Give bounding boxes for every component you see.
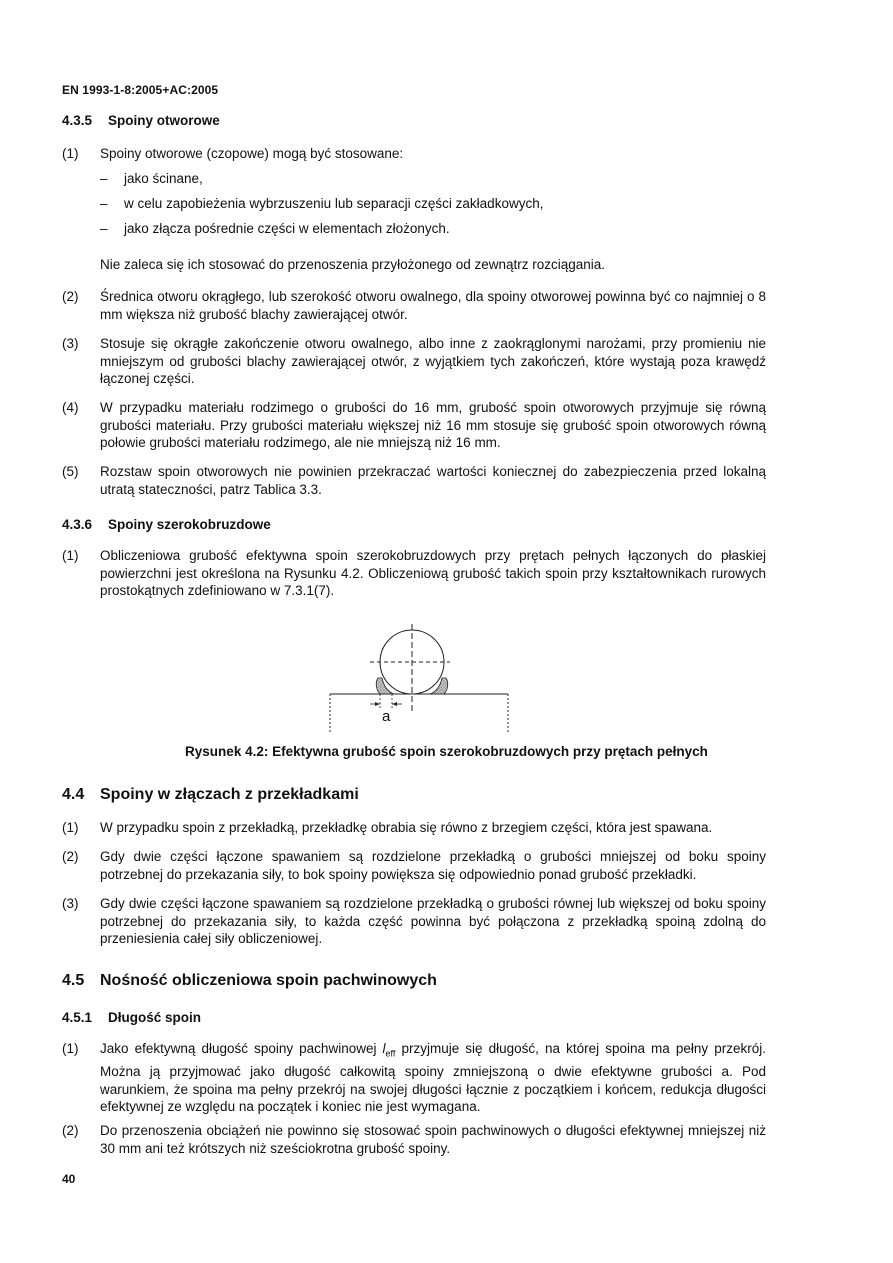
- paragraph-text: Stosuje się okrągłe zakończenie otworu owalnego, albo inne z zaokrąglonymi narożami, przy promieniu nie mniejszym od grubości blachy zawierającej otwór, z wyjątkiem tych zakończeń, które wystają poza krawędź łączonej części.: [100, 336, 766, 386]
- paragraph-number: (2): [62, 1123, 79, 1138]
- paragraph-4-4-2: [62, 848, 766, 883]
- paragraph-text: Do przenoszenia obciążeń nie powinno się stosować spoin pachwinowych o długości efektywnej mniejszej niż 30 mm ani też krótszych niż sześciokrotna grubość spoiny.: [100, 1123, 766, 1156]
- figure-caption: Rysunek 4.2: Efektywna grubość spoin szerokobruzdowych przy prętach pełnych: [185, 744, 708, 759]
- dimension-arrow-right: [392, 702, 397, 706]
- dimension-label-a: a: [382, 708, 391, 725]
- paragraph-number: (1): [62, 548, 79, 563]
- running-head: EN 1993-1-8:2005+AC:2005: [62, 83, 219, 97]
- paragraph-number: (3): [62, 896, 79, 911]
- paragraph-number: (3): [62, 336, 79, 351]
- paragraph-note: Nie zaleca się ich stosować do przenoszenia przyłożonego od zewnątrz rozciągania.: [100, 257, 606, 272]
- section-heading-4-5: [62, 972, 437, 990]
- paragraph-text: [100, 1040, 766, 1116]
- paragraph-number: (2): [62, 849, 79, 864]
- section-heading-4-4: [62, 786, 359, 804]
- paragraph-text: Spoiny otworowe (czopowe) mogą być stosowane:: [100, 146, 404, 161]
- paragraph-4-5-1-2: [62, 1122, 766, 1157]
- symbol-subscript: eff: [385, 1048, 396, 1059]
- paragraph-4-4-1: [62, 819, 766, 837]
- list-item-text: jako złącza pośrednie części w elementach złożonych.: [124, 221, 450, 236]
- section-heading-4-5-1: [62, 1010, 201, 1025]
- page-number: 40: [62, 1172, 76, 1186]
- symbol-l: l: [382, 1041, 386, 1056]
- section-number: 4.5: [62, 972, 85, 989]
- section-title: Spoiny w złączach z przekładkami: [100, 786, 359, 803]
- paragraph-number: (5): [62, 464, 79, 479]
- section-title: Nośność obliczeniowa spoin pachwinowych: [100, 972, 437, 989]
- paragraph-text: Obliczeniowa grubość efektywna spoin szerokobruzdowych przy prętach pełnych łączonych do płaskiej powierzchni jest określona na Rysunku 4.2. Obliczeniową grubość takich spoin przy kształtownikach rurowych prostokątnych zdefiniowano w 7.3.1(7).: [100, 548, 766, 598]
- list-item: [100, 220, 450, 238]
- paragraph-number: (1): [62, 1041, 79, 1056]
- section-number: 4.4: [62, 786, 85, 803]
- dimension-arrow-left: [375, 702, 380, 706]
- paragraph-text: Rozstaw spoin otworowych nie powinien przekraczać wartości koniecznej do zabezpieczenia przed lokalną utratą stateczności, patrz Tablica 3.3.: [100, 464, 766, 497]
- paragraph-text: Gdy dwie części łączone spawaniem są rozdzielone przekładką o grubości równej lub większej od boku spoiny potrzebnej do przekazania siły, to każda część powinna być połączona z przekładką spoiną zdolną do przeniesienia całej siły obliczeniowej.: [100, 896, 766, 946]
- section-number: 4.3.6: [62, 517, 93, 532]
- paragraph-4-3-5-2: [62, 288, 766, 323]
- text-run: Jako efektywną długość spoiny pachwinowej: [100, 1041, 383, 1056]
- paragraph-4-3-5-4: [62, 399, 766, 452]
- paragraph-text: W przypadku spoin z przekładką, przekładkę obrabia się równo z brzegiem części, która jest spawana.: [100, 820, 713, 835]
- paragraph-4-3-6-1: [62, 547, 766, 600]
- paragraph-number: (1): [62, 820, 79, 835]
- figure-4-2: [326, 620, 516, 738]
- list-item: [100, 195, 543, 213]
- section-number: 4.3.5: [62, 113, 93, 128]
- paragraph-number: (1): [62, 146, 79, 161]
- bullet-dash: –: [100, 196, 108, 211]
- paragraph-text: Gdy dwie części łączone spawaniem są rozdzielone przekładką o grubości mniejszej od boku spoiny potrzebnej do przekazania siły, to bok spoiny powiększa się odpowiednio ponad grubość przekładki.: [100, 849, 766, 882]
- paragraph-4-3-5-5: [62, 463, 766, 498]
- paragraph-4-4-3: [62, 895, 766, 948]
- bullet-dash: –: [100, 171, 108, 186]
- paragraph-4-3-5-3: [62, 335, 766, 388]
- paragraph-4-5-1-1: [62, 1040, 766, 1116]
- bullet-dash: –: [100, 221, 108, 236]
- paragraph-text: Średnica otworu okrągłego, lub szerokość otworu owalnego, dla spoiny otworowej powinna być co najmniej o 8 mm większa niż grubość blachy zawierającej otwór.: [100, 289, 766, 322]
- section-heading-4-3-6: [62, 517, 271, 532]
- paragraph-text: W przypadku materiału rodzimego o grubości do 16 mm, grubość spoin otworowych przyjmuje się równą grubości materiału. Przy grubości materiału większej niż 16 mm stosuje się grubość spoin otworowych równą połowie grubości materiału rodzimego, ale nie mniejszą niż 16 mm.: [100, 400, 766, 450]
- paragraph-number: (2): [62, 289, 79, 304]
- section-title: Długość spoin: [108, 1010, 202, 1025]
- list-item-text: w celu zapobieżenia wybrzuszeniu lub separacji części zakładkowych,: [124, 196, 544, 211]
- paragraph-number: (4): [62, 400, 79, 415]
- section-title: Spoiny otworowe: [108, 113, 220, 128]
- text-run: przyjmuje się długość, na której spoina ma pełny przekrój. Można ją przyjmować jako długość całkowitą spoiny zmniejszoną o dwie efektywne grubości a. Pod warunkiem, że spoina ma pełny przekrój na swojej długości łącznie z początkiem i końcem, redukcja długości efektywnej ze względu na początek i koniec nie jest wymagana.: [100, 1041, 766, 1115]
- paragraph-4-3-5-1: [62, 145, 766, 163]
- section-number: 4.5.1: [62, 1010, 93, 1025]
- section-title: Spoiny szerokobruzdowe: [108, 517, 271, 532]
- list-item: [100, 170, 203, 188]
- section-heading-4-3-5: [62, 113, 220, 128]
- list-item-text: jako ścinane,: [124, 171, 203, 186]
